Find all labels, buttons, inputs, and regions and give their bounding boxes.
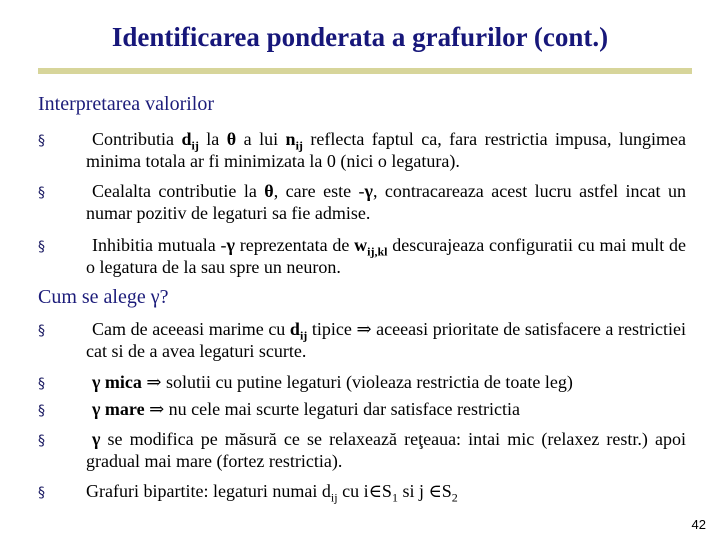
bullet-item xyxy=(38,371,686,393)
bullet-icon: § xyxy=(38,239,45,255)
bullet-icon: § xyxy=(38,485,45,501)
bullet-item xyxy=(38,480,686,505)
bullet-text: γ mare ⇒ nu cele mai scurte legaturi dar satisface restrictia xyxy=(92,399,520,419)
bullet-icon: § xyxy=(38,433,45,449)
bullet-item xyxy=(38,428,686,472)
bullet-icon: § xyxy=(38,133,45,149)
bullet-text: Cealalta contributie la θ, care este -γ, contracareaza acest lucru astfel incat un numar pozitiv de legaturi sa fie admise. xyxy=(86,181,686,223)
bullet-icon: § xyxy=(38,323,45,339)
bullet-item xyxy=(38,234,686,278)
page-number: 42 xyxy=(691,517,706,532)
bullet-item xyxy=(38,318,686,362)
bullet-icon: § xyxy=(38,185,45,201)
bullet-item xyxy=(38,128,686,172)
bullet-text: Inhibitia mutuala -γ reprezentata de $w_{ij,kl}$ descurajeaza configuratii cu mai mult de o legatura de la sau spre un neuron. xyxy=(86,235,687,277)
section-heading-gamma: Cum se alege γ? xyxy=(38,286,169,308)
bullet-text: γ mica ⇒ solutii cu putine legaturi (violeaza restrictia de toate leg) xyxy=(92,372,573,392)
bullet-item xyxy=(38,398,686,420)
bullet-text: γ se modifica pe măsură ce se relaxează reţeaua: intai mic (relaxez restr.) apoi gradual mai mare (fortez restrictia). xyxy=(86,429,686,471)
bullet-icon: § xyxy=(38,376,45,392)
title-underline xyxy=(38,68,692,74)
bullet-text: Cam de aceeasi marime cu $d_{ij}$ tipice ⇒ aceeasi prioritate de satisfacere a restrictiei cat si de a avea legaturi scurte. xyxy=(86,319,686,361)
bullet-text: Grafuri bipartite: legaturi numai $d_{ij}$ cu $i\in S_1$ si j $\in S_2$ xyxy=(86,481,458,505)
slide-title: Identificarea ponderata a grafurilor (cont.) xyxy=(111,22,609,52)
section-heading-interpretation: Interpretarea valorilor xyxy=(38,93,215,115)
bullet-text: Contributia $d_{ij}$ la θ a lui $n_{ij}$ reflecta faptul ca, fara restrictia impusa, lungimea minima totala ar fi minimizata la 0 (nici o legatura). xyxy=(86,129,686,171)
bullet-icon: § xyxy=(38,403,45,419)
bullet-item xyxy=(38,180,686,224)
